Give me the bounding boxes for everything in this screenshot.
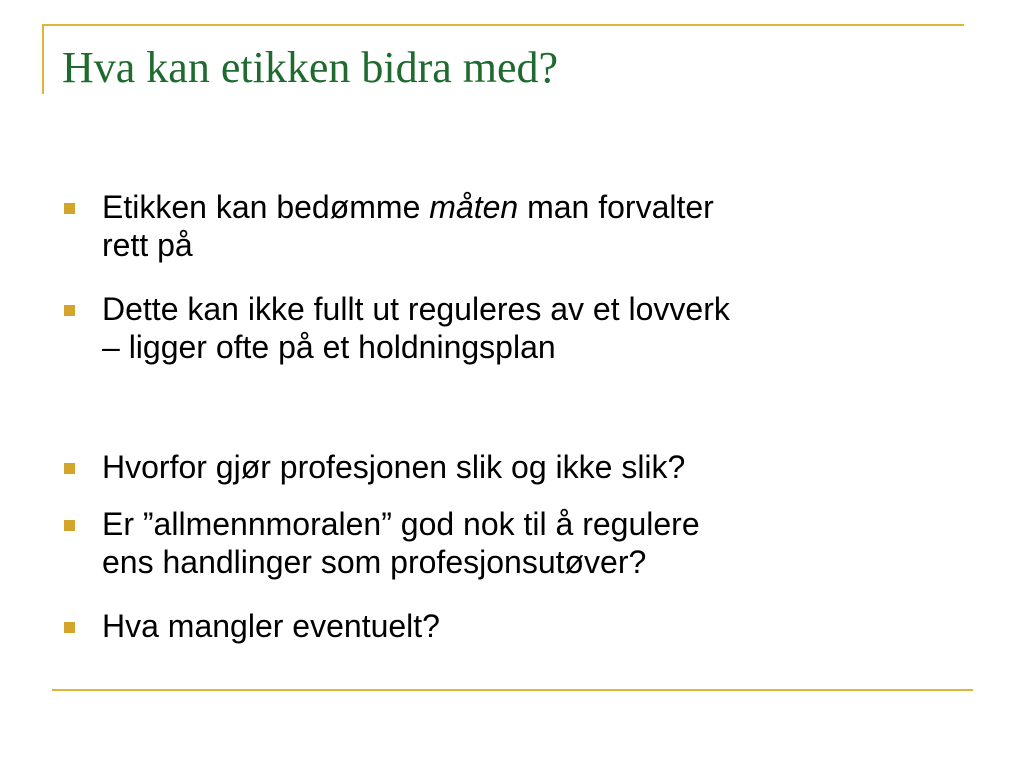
bullet-text xyxy=(102,448,962,486)
bullet-text xyxy=(102,290,962,366)
bullet-line: ens handlinger som profesjonsutøver? xyxy=(102,544,647,580)
square-bullet-icon xyxy=(64,622,75,633)
slide-title: Hva kan etikken bidra med? xyxy=(62,43,559,92)
top-decorative-rule xyxy=(42,24,964,26)
bullet-line: Er ”allmennmoralen” god nok til å regulere xyxy=(102,506,700,542)
bullet-line: – ligger ofte på et holdningsplan xyxy=(102,329,556,365)
square-bullet-icon xyxy=(64,203,75,214)
bullet-line: Hvorfor gjør profesjonen slik og ikke slik? xyxy=(102,449,686,485)
bullet-text-segment: Etikken kan bedømme xyxy=(102,189,430,225)
bottom-decorative-rule xyxy=(52,689,973,691)
bullet-line: rett på xyxy=(102,227,193,263)
left-decorative-rule xyxy=(42,24,44,94)
bullet-line: Hva mangler eventuelt? xyxy=(102,608,440,644)
bullet-line xyxy=(102,188,962,226)
bullet-text-segment: man forvalter xyxy=(518,189,714,225)
square-bullet-icon xyxy=(64,520,75,531)
emphasized-word: måten xyxy=(429,189,519,225)
bullet-text xyxy=(102,607,962,645)
square-bullet-icon xyxy=(64,463,75,474)
bullet-text xyxy=(102,505,962,581)
bullet-line: Dette kan ikke fullt ut reguleres av et lovverk xyxy=(102,291,730,327)
bullet-text xyxy=(102,188,962,264)
square-bullet-icon xyxy=(64,305,75,316)
